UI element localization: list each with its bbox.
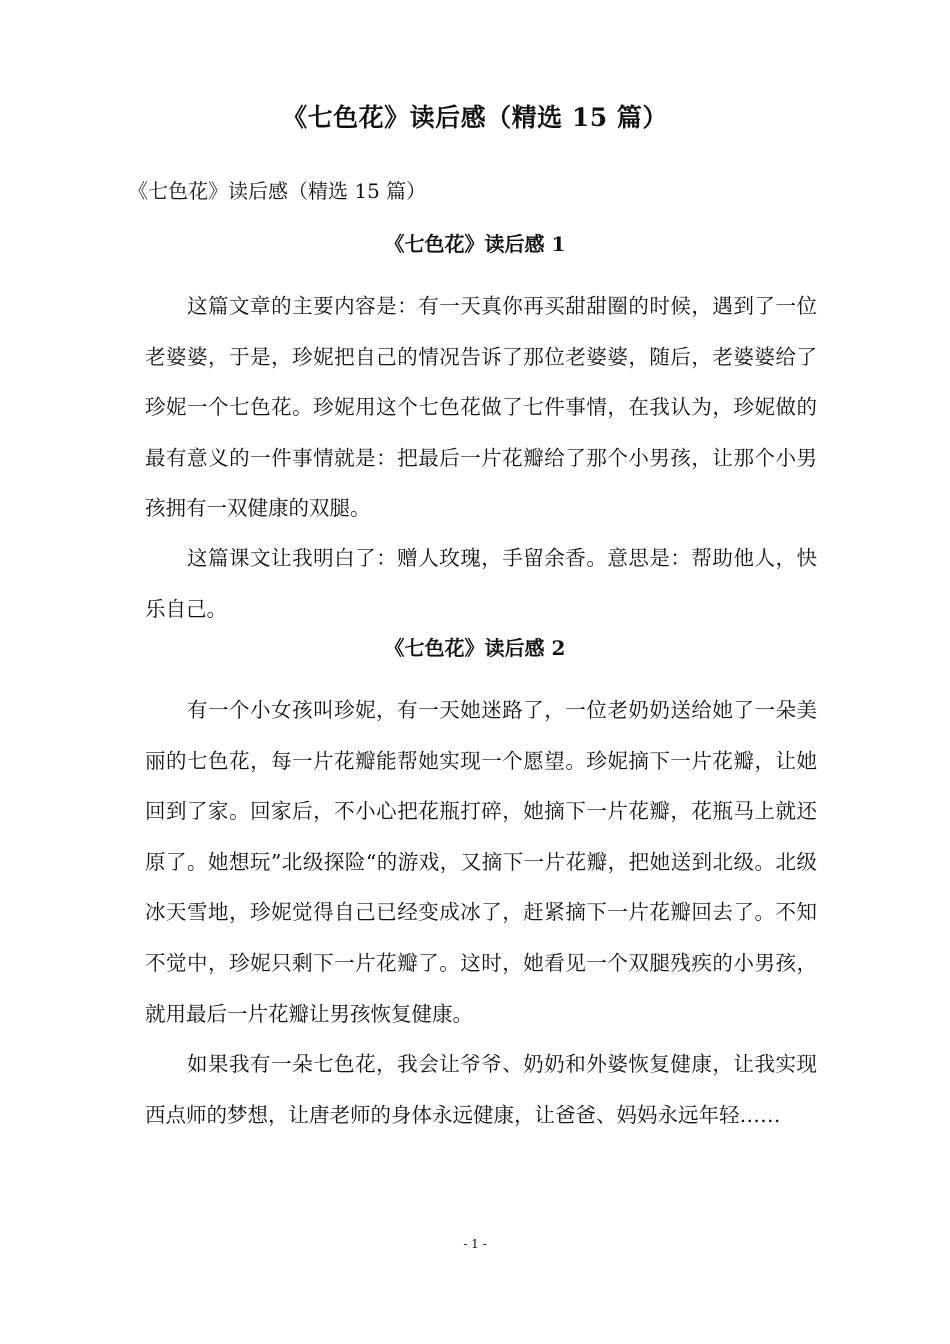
page-number: - 1 -	[463, 1237, 487, 1251]
document-subtitle: 《七色花》读后感（精选 15 篇）	[128, 179, 427, 203]
section-2-paragraph-1: 有一个小女孩叫珍妮，有一天她迷路了，一位老奶奶送给她了一朵美丽的七色花，每一片花瓣能帮她实现一个愿望。珍妮摘下一片花瓣，让她回到了家。回家后，不小心把花瓶打碎，她摘下一片花瓣，花瓶马上就还原了。她想玩”北级探险“的游戏，又摘下一片花瓣，把她送到北级。北级冰天雪地，珍妮觉得自己已经变成冰了，赶紧摘下一片花瓣回去了。不知不觉中，珍妮只剩下一片花瓣了。这时，她看见一个双腿残疾的小男孩，就用最后一片花瓣让男孩恢复健康。	[145, 698, 817, 1026]
document-title: 《七色花》读后感（精选 15 篇）	[282, 103, 668, 132]
section-2-paragraph-2: 如果我有一朵七色花，我会让爷爷、奶奶和外婆恢复健康，让我实现西点师的梦想，让唐老师的身体永远健康，让爸爸、妈妈永远年轻……	[145, 1052, 817, 1127]
section-heading-1: 《七色花》读后感 1	[384, 232, 566, 256]
section-1-paragraph-2: 这篇课文让我明白了：赠人玫瑰，手留余香。意思是：帮助他人，快乐自己。	[145, 546, 817, 621]
section-heading-2: 《七色花》读后感 2	[384, 636, 566, 660]
section-1-paragraph-1: 这篇文章的主要内容是：有一天真你再买甜甜圈的时候，遇到了一位老婆婆，于是，珍妮把自己的情况告诉了那位老婆婆，随后，老婆婆给了珍妮一个七色花。珍妮用这个七色花做了七件事情，在我认为，珍妮做的最有意义的一件事情就是：把最后一片花瓣给了那个小男孩，让那个小男孩拥有一双健康的双腿。	[145, 294, 817, 521]
